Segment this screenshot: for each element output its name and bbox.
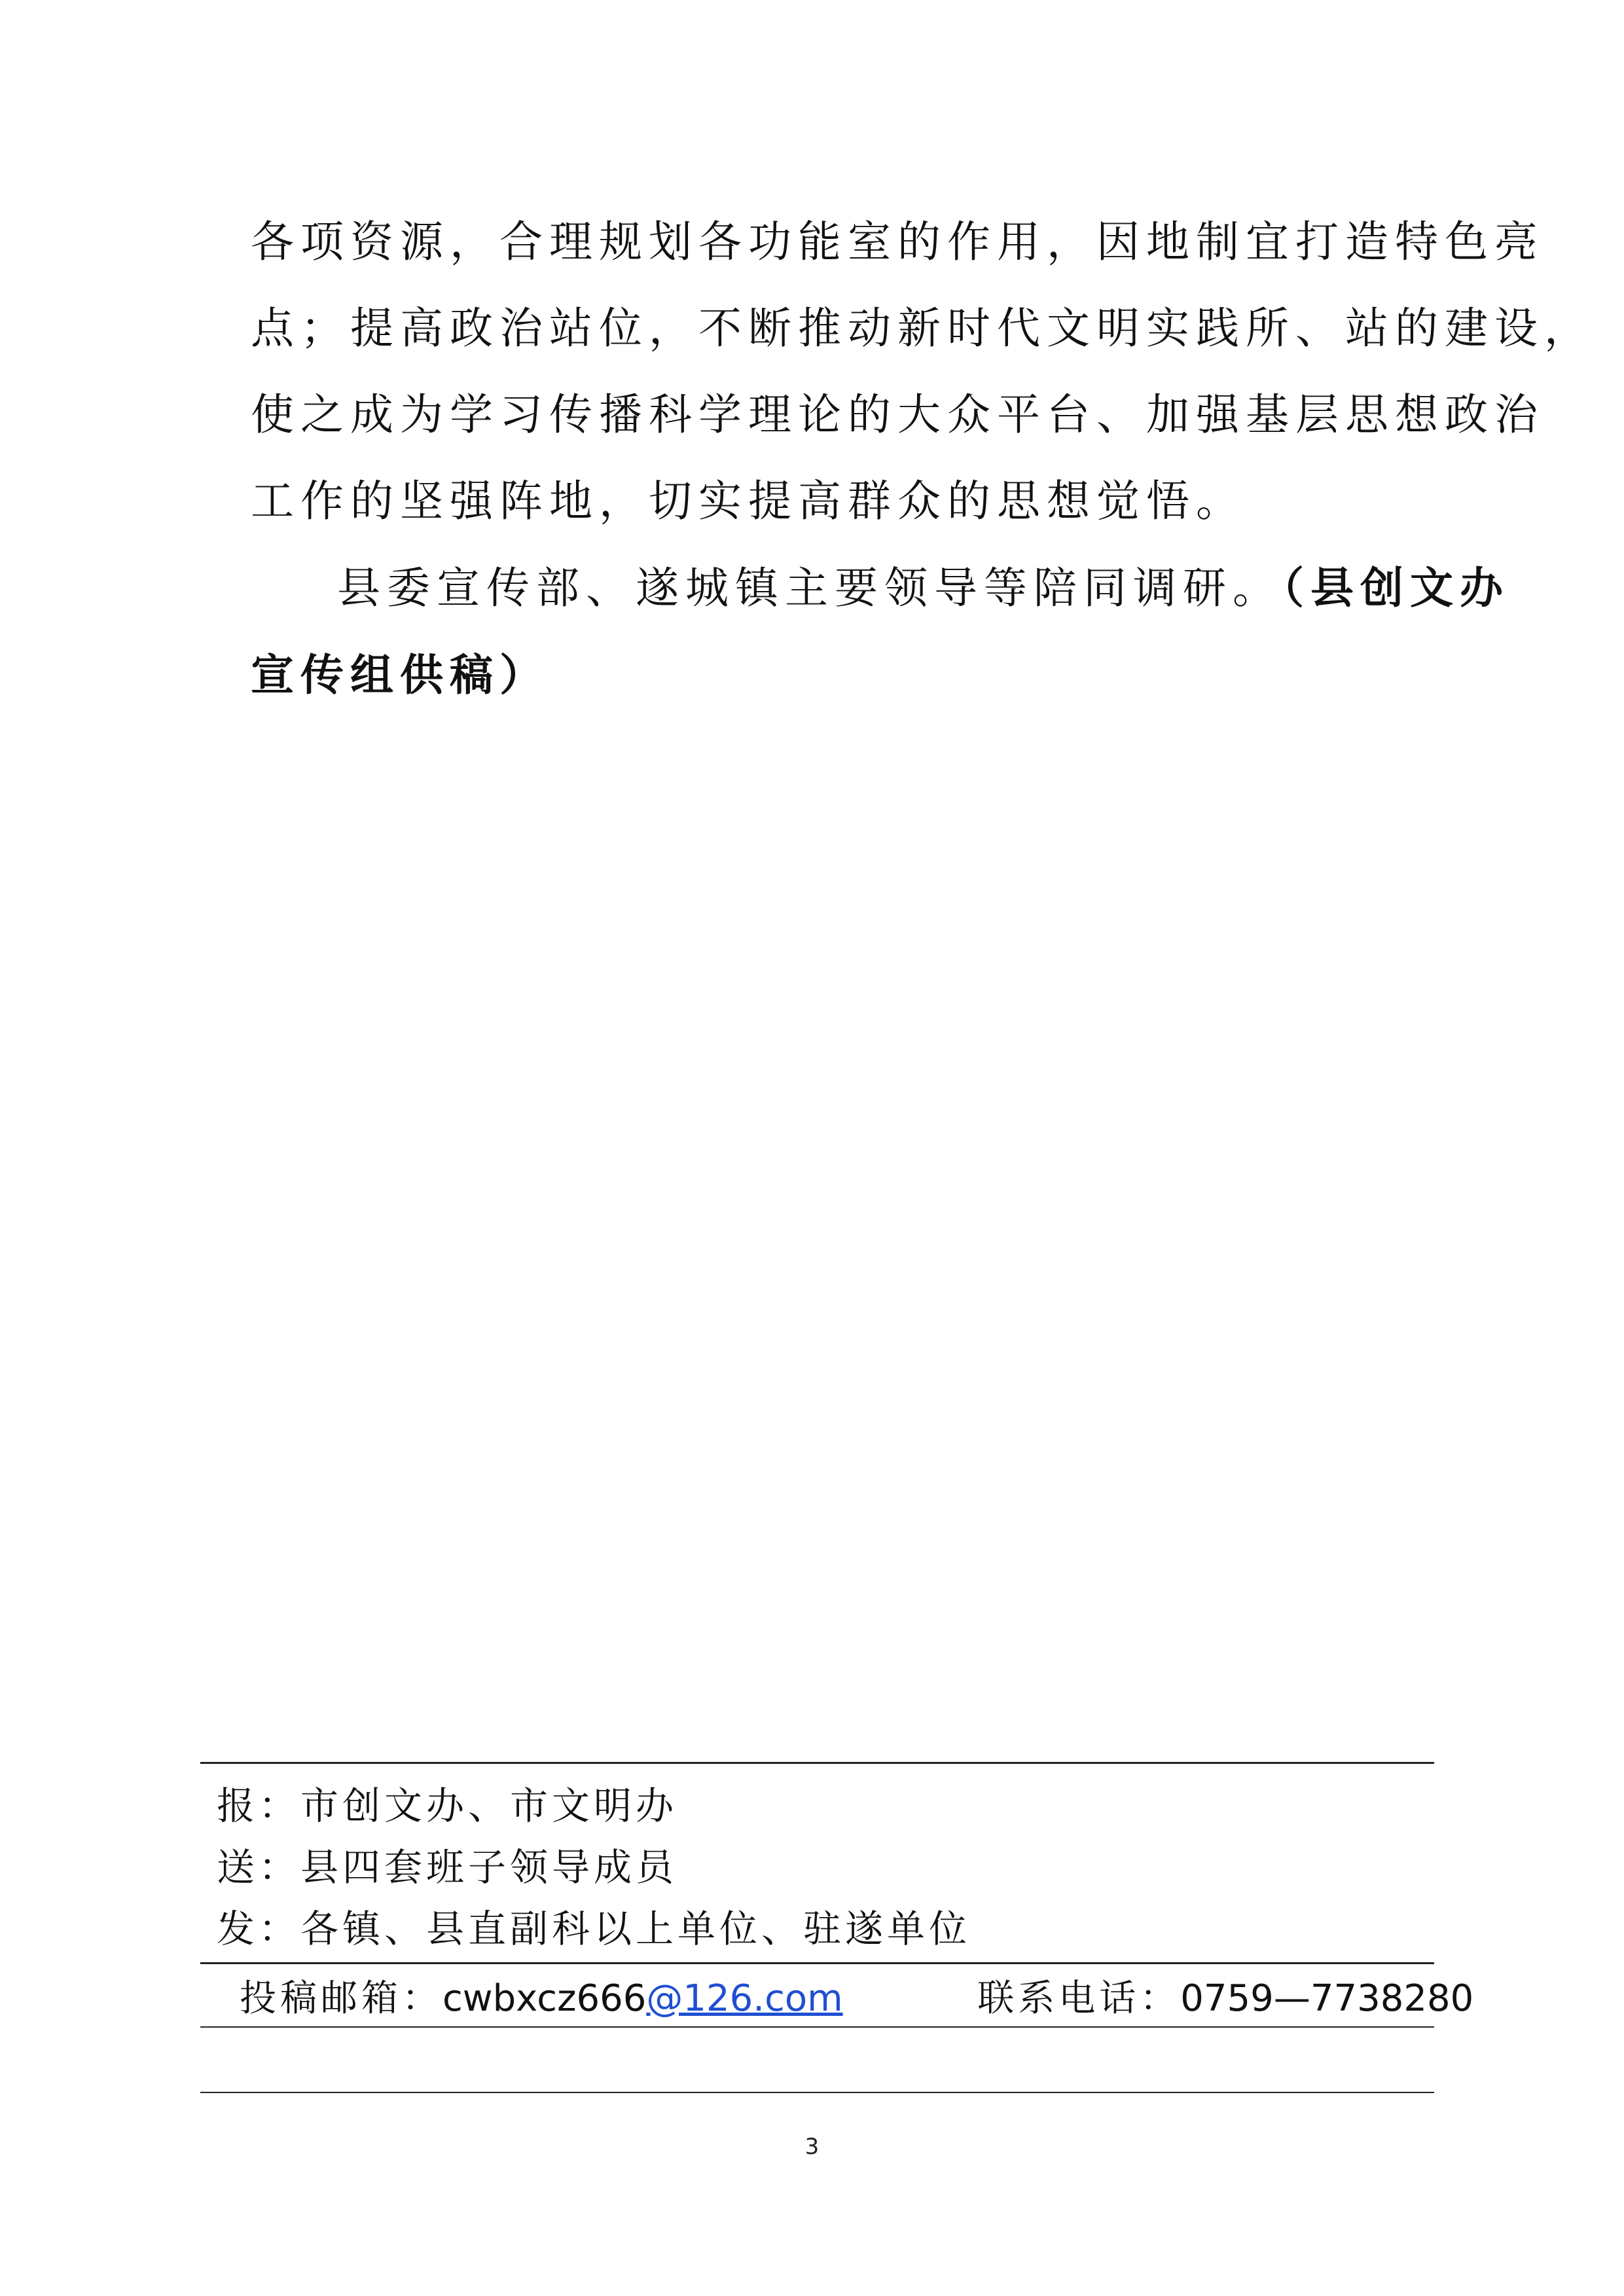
phone-label: 联系电话： — [977, 1977, 1181, 2020]
distribution-issue — [217, 1898, 971, 1960]
page-number: 3 — [804, 2134, 820, 2160]
distribution-report-value: 市创文办、市文明办 — [300, 1784, 678, 1828]
email-link[interactable]: @126.com — [646, 1977, 843, 2020]
distribution-send — [217, 1837, 971, 1898]
distribution-send-value: 县四套班子领导成员 — [300, 1845, 678, 1890]
source-credit-part-2: 宣传组供稿） — [251, 649, 549, 700]
paragraph-1-line-4: 工作的坚强阵地，切实提高群众的思想觉悟。 — [251, 476, 1246, 526]
source-credit-part-1: （县创文办 — [1282, 562, 1509, 613]
paragraph-2 — [251, 545, 1509, 718]
paragraph-1 — [251, 199, 1594, 545]
distribution-send-label: 送： — [217, 1845, 301, 1890]
email-user: cwbxcz666 — [442, 1977, 647, 2020]
distribution-report — [217, 1775, 971, 1837]
phone-number: 0759—7738280 — [1180, 1977, 1474, 2020]
distribution-issue-label: 发： — [217, 1907, 301, 1951]
contact-bottom-rule — [200, 2026, 1434, 2028]
distribution-issue-value: 各镇、县直副科以上单位、驻遂单位 — [300, 1907, 971, 1951]
paragraph-2-text: 县委宣传部、遂城镇主要领导等陪同调研。 — [337, 563, 1282, 613]
paragraph-1-line-2: 点；提高政治站位，不断推动新时代文明实践所、站的建设， — [251, 303, 1594, 353]
body-text — [251, 199, 1594, 718]
distribution-report-label: 报： — [217, 1784, 301, 1828]
contact-top-rule — [200, 1962, 1434, 1964]
contact-line — [240, 1973, 1473, 2025]
distribution-list — [217, 1775, 971, 1960]
paragraph-1-line-1: 各项资源，合理规划各功能室的作用，因地制宜打造特色亮 — [251, 217, 1544, 267]
paragraph-2-line-1 — [251, 545, 1509, 632]
distribution-top-rule — [200, 1762, 1434, 1764]
footer-rule — [200, 2092, 1434, 2093]
email-label: 投稿邮箱： — [240, 1977, 442, 2020]
paragraph-1-line-3: 使之成为学习传播科学理论的大众平台、加强基层思想政治 — [251, 389, 1544, 440]
